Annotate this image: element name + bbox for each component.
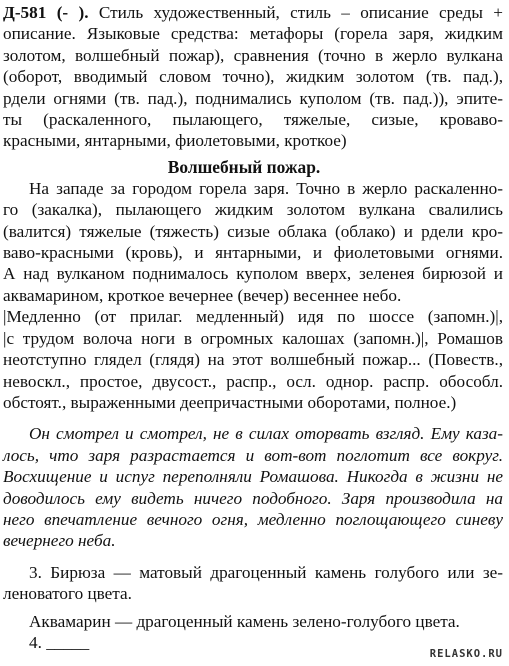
body-line-2: го (закалка), пылающего жидким золотом вулкана свалились: [3, 200, 503, 220]
quote-line-6: вечернего неба.: [3, 531, 116, 551]
quote-line-2: лось, что заря разрастается и вот-вот поглотит все вокруг.: [3, 445, 503, 465]
task3-line-3: Аквамарин — драгоценный камень зелено-голубого цвета.: [29, 611, 460, 631]
spacer: [3, 413, 503, 423]
body-line-9: неотступно глядел (глядя) на этот волшебный пожар... (Повеств.,: [3, 350, 503, 370]
document-page: [3, 2, 503, 653]
body-line-8: |с трудом волоча ноги в огромных калошах (запомн.)|, Ромашов: [3, 328, 503, 348]
task3-line-2: леноватого цвета.: [3, 584, 132, 604]
body-line-7: |Медленно (от прилаг. медленный) идя по шоссе (запомн.)|,: [3, 307, 503, 327]
body-line-1: На западе за городом горела заря. Точно в жерло раскаленно-: [29, 178, 503, 198]
quote-line-3: Восхищение и испуг переполняли Ромашова. Никогда в жизни не: [3, 467, 503, 487]
body-line-6: аквамарином, кроткое вечернее (вечер) весеннее небо.: [3, 285, 402, 305]
spacer: [3, 552, 503, 562]
header-line-5: рдели огнями (тв. пад.), поднимались куполом (тв. пад.)), эпите-: [3, 88, 503, 108]
task3-line-1: 3. Бирюза — матовый драгоценный камень голубого или зе-: [29, 562, 503, 582]
exercise-mark: (- ).: [56, 3, 89, 22]
body-line-11: обстоят., выраженными деепричастными оборотами, полное.): [3, 392, 457, 412]
header-line-2: описание. Языковые средства: метафоры (горела заря, жидким: [3, 24, 503, 44]
task4-line: 4. _____: [29, 632, 90, 652]
header-line-1: [3, 2, 503, 23]
header-line-7: красными, янтарными, фиолетовыми, кроткое): [3, 131, 347, 151]
quote-line-4: доводилось ему видеть ничего подобного. Заря производила на: [3, 488, 503, 508]
body-line-3: (валится) тяжелые (тяжесть) сизые облака (облако) и рдели кро-: [3, 221, 503, 241]
header-text: Стиль художественный, стиль – описание среды +: [98, 3, 503, 22]
quote-line-1: Он смотрел и смотрел, не в силах оторвать взгляд. Ему каза-: [29, 424, 503, 444]
header-line-6: ты (раскаленного, пылающего, тяжелые, сизые, кроваво-: [3, 110, 503, 130]
text-title: Волшебный пожар.: [167, 156, 321, 177]
body-line-5: А над вулканом поднималось куполом вверх, зеленея бирюзой и: [3, 264, 503, 284]
header-line-4: (оборот, вводимый словом точно), жидким золотом (тв. пад.),: [3, 67, 503, 87]
exercise-number: Д-581: [3, 3, 47, 22]
header-line-3: золотом, волшебный пожар), сравнения (точно в жерло вулкана: [3, 45, 503, 65]
quote-line-5: него впечатление вечного огня, медленно поглощающего синеву: [3, 509, 503, 529]
body-line-4: ваво-красными (кровь), и янтарными, и фиолетовыми огнями.: [3, 243, 503, 263]
body-line-10: невоскл., простое, двусост., распр., осл. однор. распр. обособл.: [3, 371, 503, 391]
site-watermark: RELASKO.RU: [429, 648, 503, 660]
